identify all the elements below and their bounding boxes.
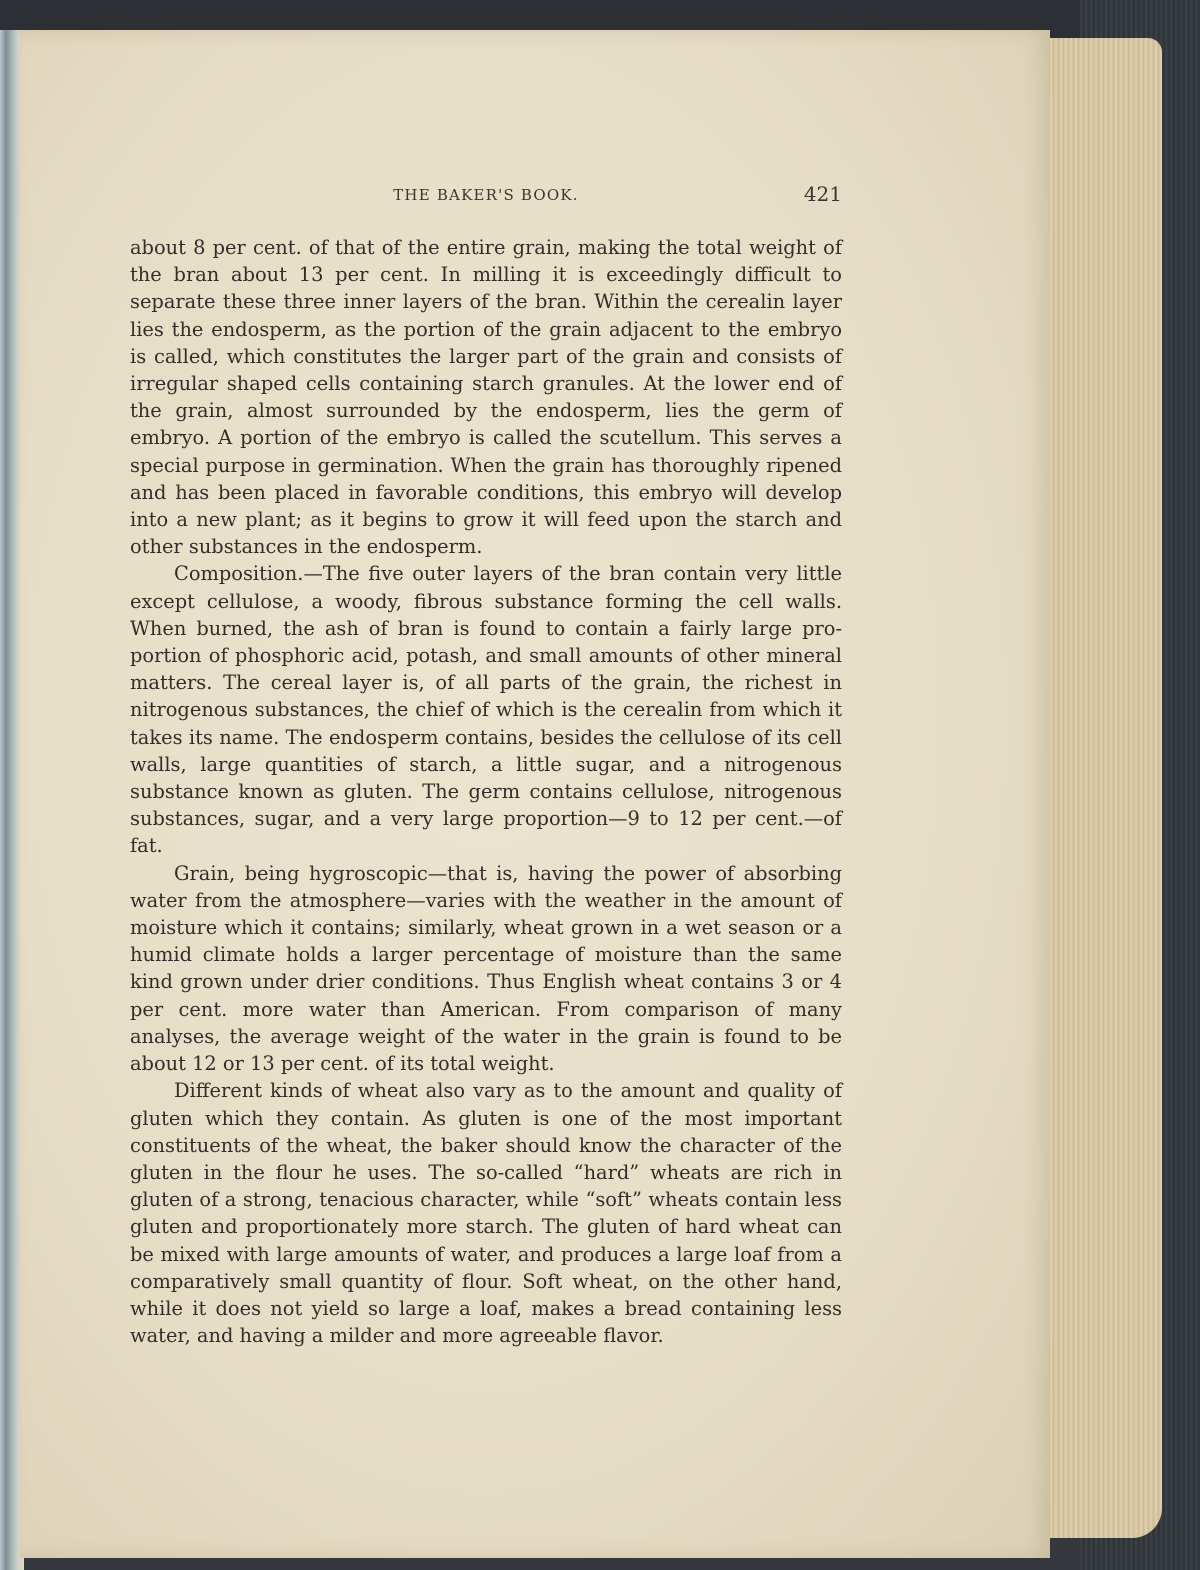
paragraph-2: Composition.—The five outer layers of the bran contain very little except cellulose, a woody, fibrous substance forming the cell walls. When burned, the ash of bran is found to contain a fairly large proportion of phosphoric acid, potash, and small amounts of other mineral matters. The cereal layer is, of all parts of the grain, the richest in nitrogenous substances, the chief of which is the cerealin from which it takes its name. The endosperm contains, besides the cellulose of its cell walls, large quantities of starch, a little sugar, and a nitrogenous substance known as gluten. The germ contains cellulose, nitrogenous substances, sugar, and a very large proportion—9 to 12 per cent.—of fat. bbox=[130, 562, 842, 858]
paragraph-4: Different kinds of wheat also vary as to the amount and quality of gluten which they contain. As gluten is one of the most important constituents of the wheat, the baker should know the character of the gluten in the flour he uses. The so-called “hard” wheats are rich in gluten of a strong, tenacious character, while “soft” wheats contain less gluten and proportionately more starch. The gluten of hard wheat can be mixed with large amounts of water, and produces a large loaf from a comparatively small quantity of flour. Soft wheat, on the other hand, while it does not yield so large a loaf, makes a bread containing less water, and having a milder and more agreeable flavor. bbox=[130, 1079, 842, 1348]
running-head bbox=[130, 182, 842, 214]
paragraph-3: Grain, being hygroscopic—that is, having the power of absorbing water from the atmosphere—varies with the weather in the amount of moisture which it contains; similarly, wheat grown in a wet season or a humid climate holds a larger percentage of moisture than the same kind grown under drier conditions. Thus English wheat contains 3 or 4 per cent. more water than American. From comparison of many analyses, the average weight of the water in the grain is found to be about 12 or 13 per cent. of its total weight. bbox=[130, 861, 842, 1076]
running-head-title: THE BAKER'S BOOK. bbox=[393, 186, 579, 204]
body-text bbox=[130, 234, 842, 1349]
page-number: 421 bbox=[803, 182, 842, 206]
paragraph-1: about 8 per cent. of that of the entire grain, making the total weight of the bran about 13 per cent. In milling it is exceedingly difficult to separate these three inner layers of the bran. Within the cerealin layer lies the endosperm, as the portion of the grain adjacent to the embryo is called, which constitutes the larger part of the grain and consists of irregular shaped cells containing starch granules. At the lower end of the grain, almost surrounded by the endosperm, lies the germ of embryo. A portion of the embryo is called the scutellum. This serves a special purpose in germination. When the grain has thoroughly ripened and has been placed in favorable conditions, this embryo will develop into a new plant; as it begins to grow it will feed upon the starch and other substances in the endosperm. bbox=[130, 236, 842, 559]
page-edges bbox=[1040, 38, 1162, 1538]
